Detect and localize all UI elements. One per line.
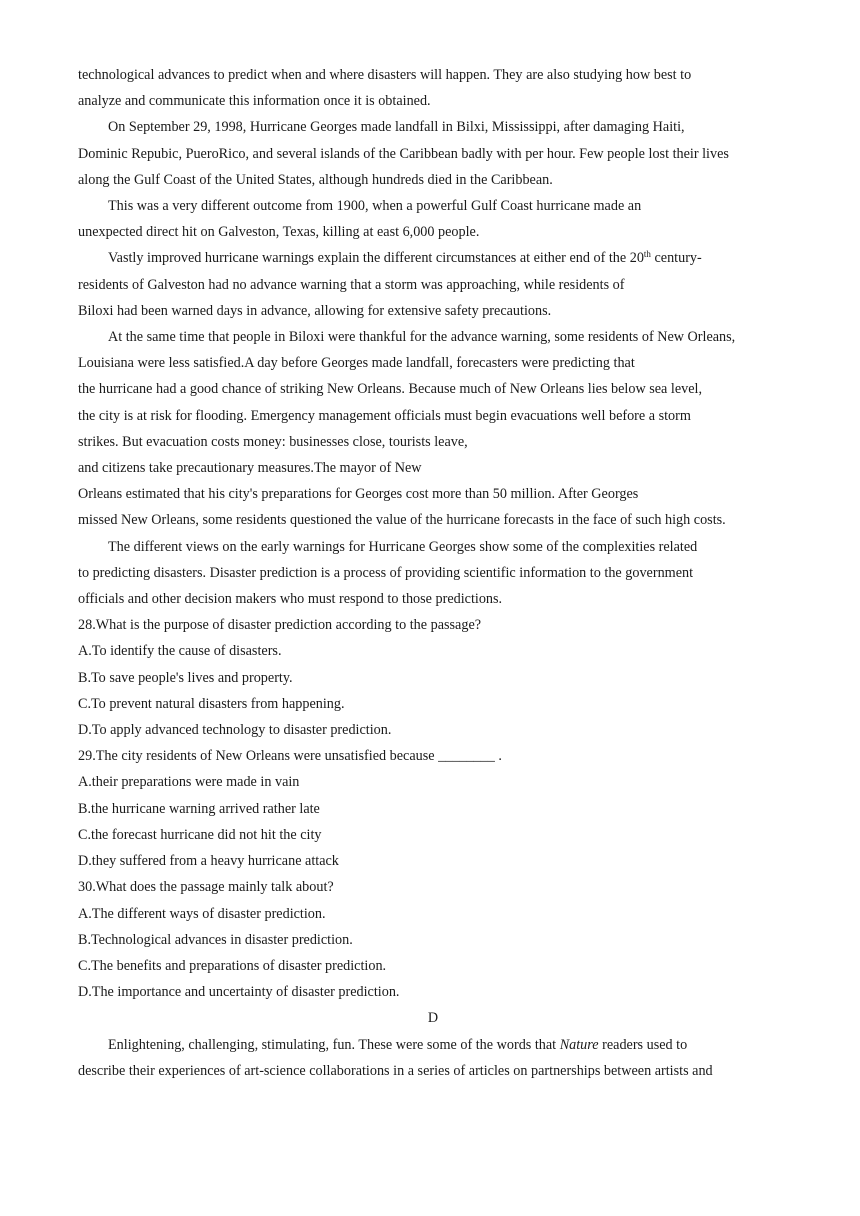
text-line: This was a very different outcome from 1900, when a powerful Gulf Coast hurricane made an bbox=[108, 198, 642, 215]
answer-option: A.To identify the cause of disasters. bbox=[78, 643, 282, 660]
answer-option: B.the hurricane warning arrived rather late bbox=[78, 800, 320, 817]
passage-paragraph bbox=[78, 193, 788, 245]
passage-paragraph bbox=[78, 62, 788, 114]
text-line: along the Gulf Coast of the United States, although hundreds died in the Caribbean. bbox=[78, 171, 553, 188]
passage-paragraph bbox=[78, 534, 788, 613]
answer-option: D.they suffered from a heavy hurricane attack bbox=[78, 853, 339, 870]
text-line: Louisiana were less satisfied.A day before Georges made landfall, forecasters were predicting that bbox=[78, 355, 635, 372]
superscript-ordinal: th bbox=[643, 249, 651, 260]
text-line: analyze and communicate this information once it is obtained. bbox=[78, 93, 431, 110]
text-segment: Vastly improved hurricane warnings explain the different circumstances at either end of the 20 bbox=[108, 250, 644, 267]
text-line: At the same time that people in Biloxi were thankful for the advance warning, some residents of New Orleans, bbox=[108, 329, 736, 346]
text-line: officials and other decision makers who must respond to those predictions. bbox=[78, 591, 503, 608]
question-stem: 29.The city residents of New Orleans were unsatisfied because ________ . bbox=[78, 748, 502, 765]
answer-option: C.To prevent natural disasters from happening. bbox=[78, 695, 345, 712]
question-stem: 28.What is the purpose of disaster prediction according to the passage? bbox=[78, 617, 482, 634]
text-line: the hurricane had a good chance of striking New Orleans. Because much of New Orleans lies below sea level, bbox=[78, 381, 703, 398]
text-line: technological advances to predict when and where disasters will happen. They are also studying how best to bbox=[78, 67, 692, 83]
passage-paragraph bbox=[78, 114, 788, 193]
text-segment: century- bbox=[650, 250, 702, 267]
text-line: On September 29, 1998, Hurricane Georges made landfall in Bilxi, Mississippi, after damaging Haiti, bbox=[108, 119, 685, 136]
text-line: The different views on the early warnings for Hurricane Georges show some of the complexities related bbox=[108, 538, 698, 555]
passage-paragraph bbox=[78, 245, 788, 324]
question-29 bbox=[78, 743, 788, 874]
text-line: Orleans estimated that his city's preparations for Georges cost more than 50 million. After Georges bbox=[78, 486, 639, 503]
question-30 bbox=[78, 874, 788, 1005]
text-line: the city is at risk for flooding. Emergency management officials must begin evacuations well before a storm bbox=[78, 407, 691, 424]
answer-option: D.To apply advanced technology to disaster prediction. bbox=[78, 722, 392, 739]
answer-option: A.their preparations were made in vain bbox=[78, 774, 300, 791]
text-line: unexpected direct hit on Galveston, Texas, killing at east 6,000 people. bbox=[78, 224, 480, 241]
text-line: to predicting disasters. Disaster prediction is a process of providing scientific information to the government bbox=[78, 564, 694, 581]
text-line: Dominic Repubic, PueroRico, and several islands of the Caribbean badly with per hour. Few people lost their lives bbox=[78, 145, 729, 162]
text-segment: readers used to bbox=[598, 1036, 688, 1053]
question-stem: 30.What does the passage mainly talk about? bbox=[78, 879, 334, 896]
answer-option: A.The different ways of disaster prediction. bbox=[78, 905, 326, 922]
text-line: describe their experiences of art-science collaborations in a series of articles on partnerships between artists and bbox=[78, 1062, 713, 1079]
text-line: missed New Orleans, some residents questioned the value of the hurricane forecasts in the face of such high costs. bbox=[78, 512, 726, 529]
text-segment: Enlightening, challenging, stimulating, fun. These were some of the words that bbox=[108, 1036, 560, 1053]
text-line: and citizens take precautionary measures.The mayor of New bbox=[78, 460, 422, 477]
text-line: Biloxi had been warned days in advance, allowing for extensive safety precautions. bbox=[78, 302, 552, 319]
document-page bbox=[78, 62, 788, 1084]
answer-option: B.To save people's lives and property. bbox=[78, 669, 293, 686]
answer-option: B.Technological advances in disaster prediction. bbox=[78, 931, 353, 948]
answer-option: D.The importance and uncertainty of disaster prediction. bbox=[78, 984, 400, 1001]
question-28 bbox=[78, 612, 788, 743]
passage-paragraph bbox=[78, 324, 788, 534]
text-line bbox=[78, 1032, 788, 1058]
journal-name: Nature bbox=[559, 1036, 599, 1053]
passage-paragraph bbox=[78, 1032, 788, 1084]
text-line: strikes. But evacuation costs money: businesses close, tourists leave, bbox=[78, 433, 468, 450]
answer-option: C.The benefits and preparations of disaster prediction. bbox=[78, 957, 387, 974]
text-line bbox=[78, 245, 788, 271]
text-line: residents of Galveston had no advance warning that a storm was approaching, while residents of bbox=[78, 276, 625, 293]
answer-option: C.the forecast hurricane did not hit the city bbox=[78, 826, 322, 843]
section-heading: D bbox=[427, 1010, 439, 1027]
